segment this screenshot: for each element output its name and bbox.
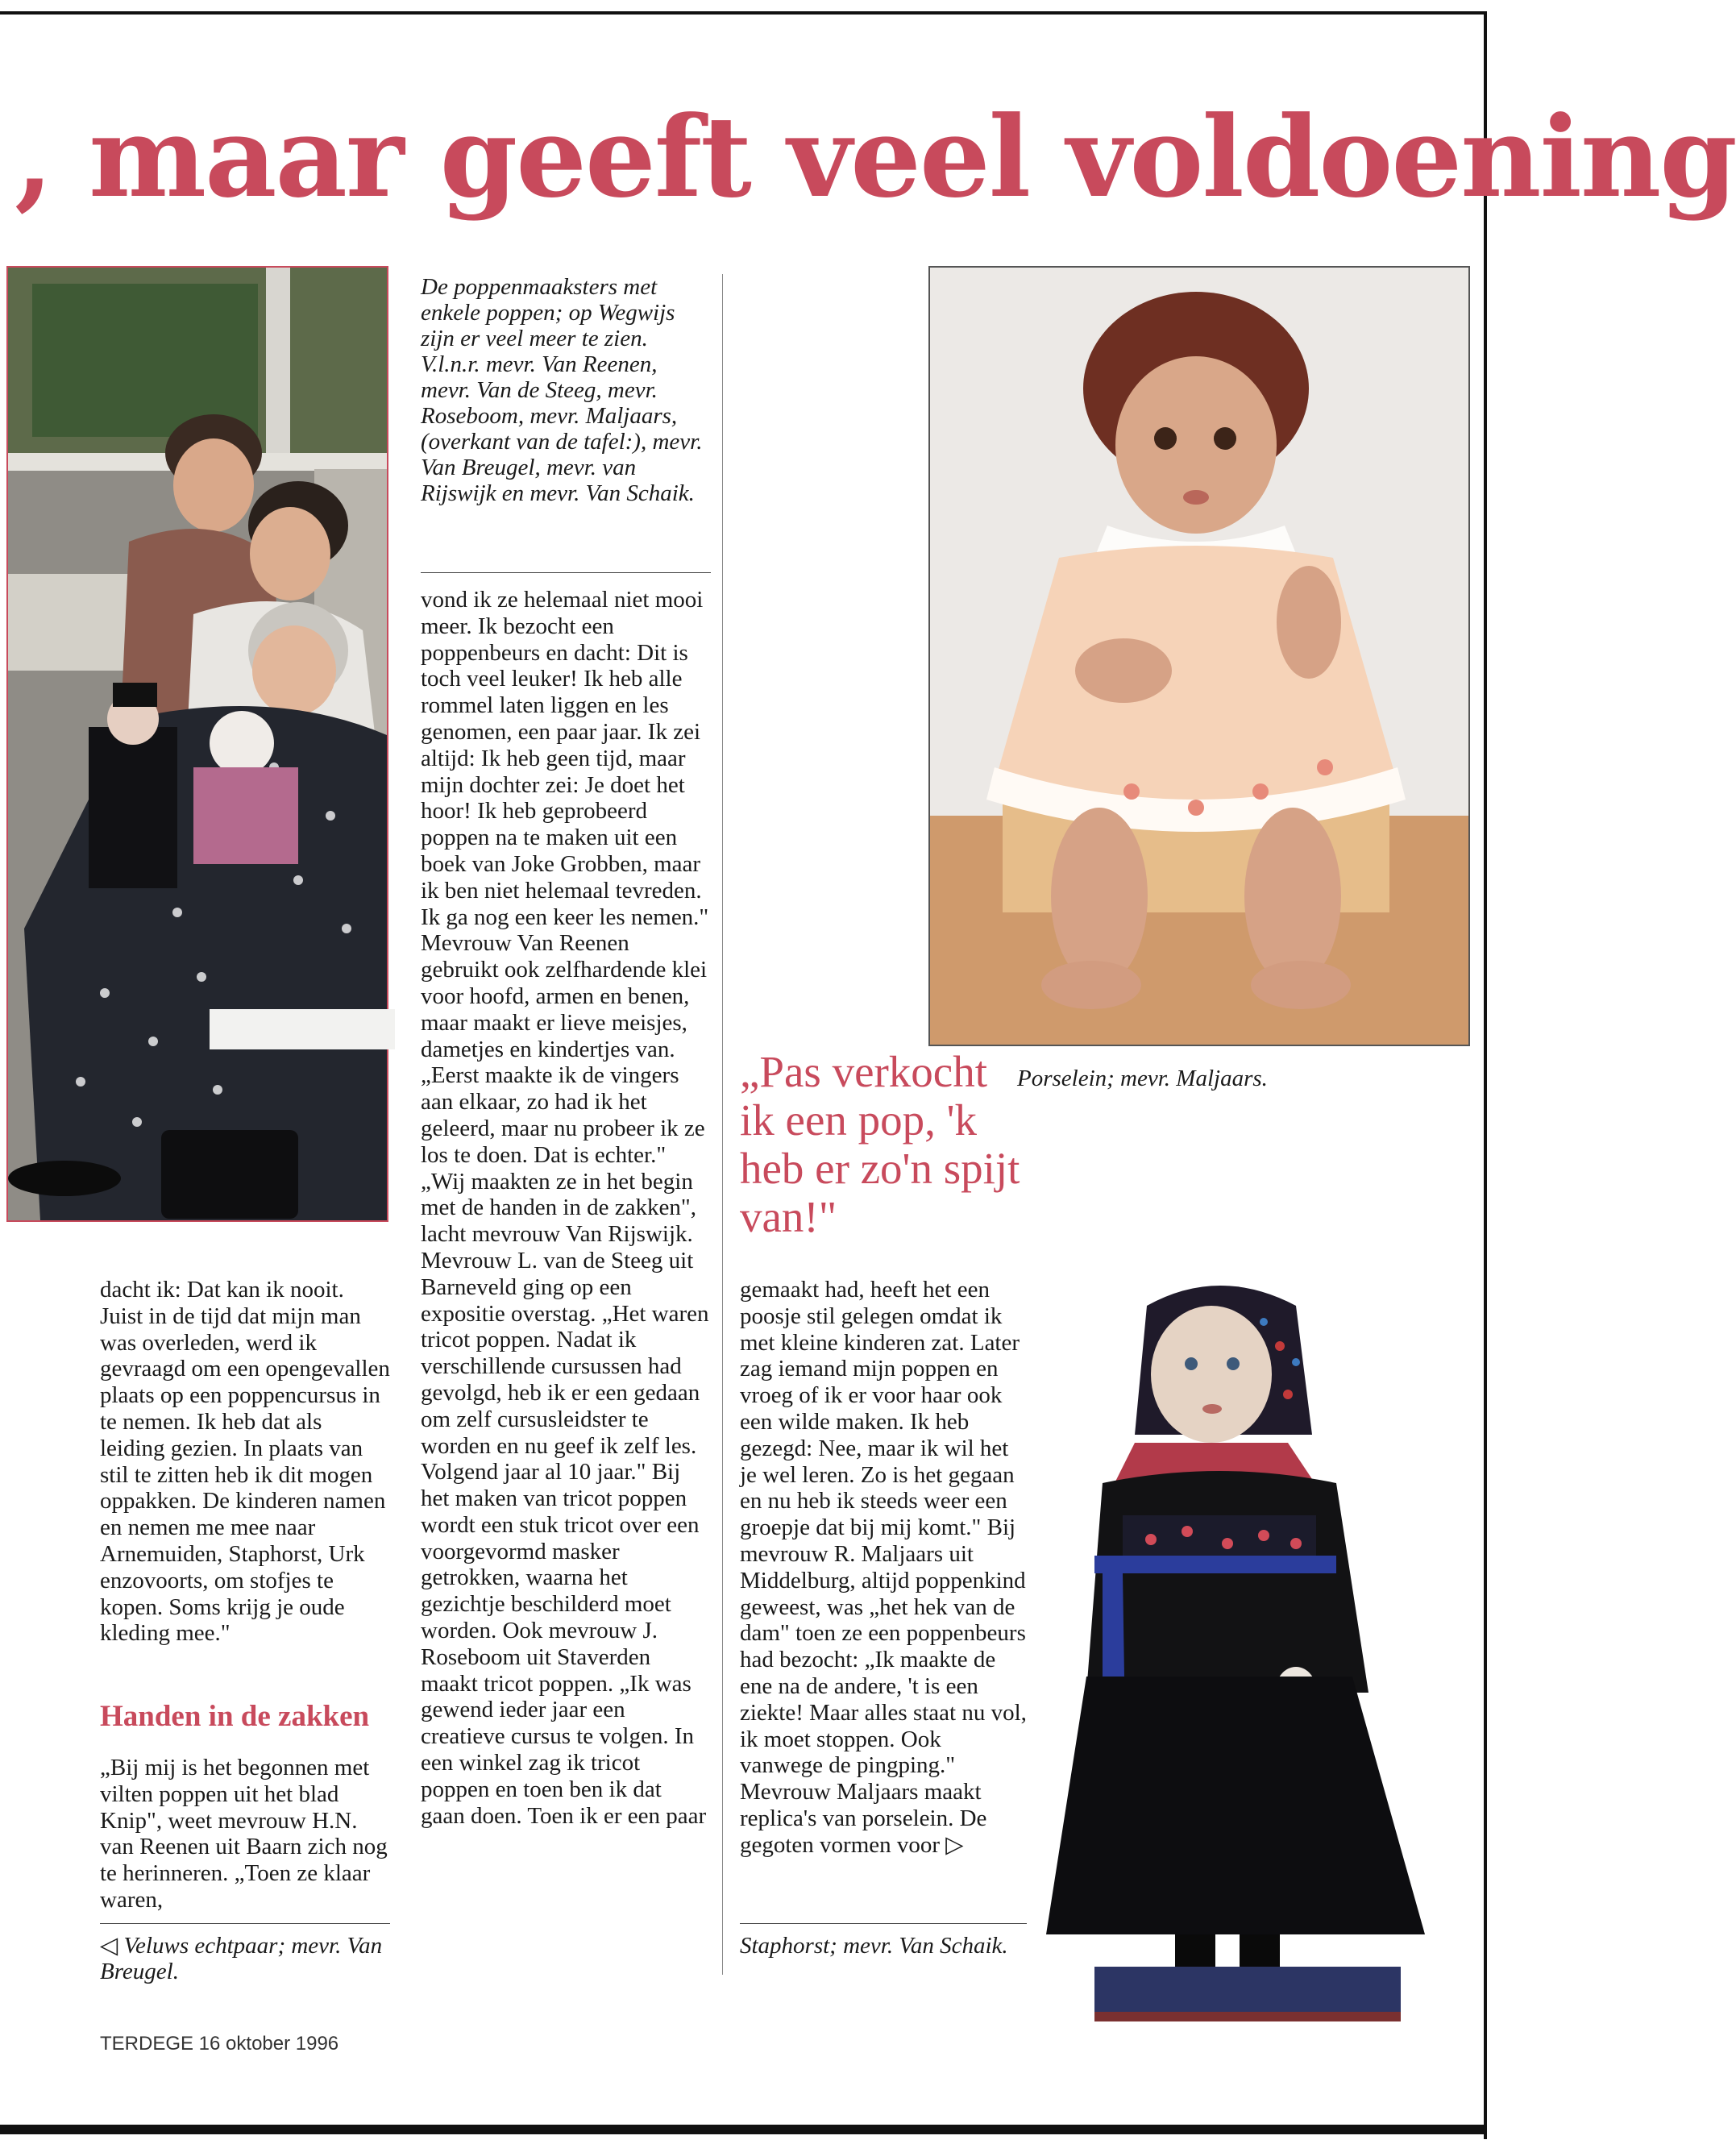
column-2-paragraph: vond ik ze helemaal niet mooi meer. Ik bezocht een poppenbeurs en dacht: Dit is toch veel leuker! Ik heb alle rommel laten liggen en les genomen, een paar jaar. Ik zei altijd: Ik heb geen tijd, maar mijn dochter zei: Je doet het hoor! Ik heb geprobeerd poppen na te maken uit een boek van Joke Grobben, maar ik ben niet helemaal tevreden. Ik ga nog een keer les nemen." Mevrouw Van Reenen gebruikt ook zelfhardende klei voor hoofd, armen en benen, maar maakt er lieve meisjes, dametjes en kindertjes van. „Eerst maakte ik de vingers aan elkaar, zo had ik het geleerd, maar nu probeer ik ze los te doen. Dat is echter." „Wij maakten ze in het begin met de handen in de zakken", lacht mevrouw Van Rijswijk. Mevrouw L. van de Steeg uit Barneveld ging op een expositie overstag. „Het waren tricot poppen. Nadat ik verschillende cursussen had gevolgd, heb ik er een gedaan om zelf cursusleidster te worden en nu geef ik zelf les. Volgend jaar al 10 jaar." Bij het maken van tricot poppen wordt een stuk tricot over een voorgevormd masker getrokken, waarna het gezichtje beschilderd moet worden. Ook mevrouw J. Roseboom uit Staverden maakt tricot poppen. „Ik was gewend ieder jaar een creatieve cursus te volgen. In een winkel zag ik tricot poppen en toen ben ik dat gaan doen. Toen ik er een paar bbox=[421, 587, 709, 1829]
photo-caption-group: De poppenmaaksters met enkele poppen; op Wegwijs zijn er veel meer te zien. V.l.n.r. mevr. Van Reenen, mevr. Van de Steeg, mevr. Roseboom, mevr. Maljaars, (overkant van de tafel:), mevr. Van Breugel, mevr. van Rijswijk en mevr. Van Schaik. bbox=[421, 274, 703, 506]
article-column-2 bbox=[421, 587, 711, 1829]
caption-rule-right bbox=[740, 1923, 1027, 1924]
article-column-1-continued bbox=[100, 1755, 390, 1913]
caption-rule bbox=[421, 572, 711, 573]
page-border-top bbox=[0, 11, 1487, 15]
page-border-right bbox=[1484, 11, 1487, 2139]
column-3-paragraph: gemaakt had, heeft het een poosje stil gelegen omdat ik met kleine kinderen zat. Later zag iemand mijn poppen en vroeg of ik er voor haar ook een wilde maken. Ik heb gezegd: Nee, maar ik wil het je wel leren. Zo is het gegaan en nu heb ik steeds weer een groepje dat bij mij komt." Bij mevrouw R. Maljaars uit Middelburg, altijd poppenkind geweest, was „het hek van de dam" toen ze een poppenbeurs had bezocht: „Ik maakte de ene na de andere, 't is een ziekte! Maar alles staat nu vol, ik moet stoppen. Ook vanwege de pingping." Mevrouw Maljaars maakt replica's van porselein. De gegoten vormen voor ▷ bbox=[740, 1277, 1027, 1858]
photo-staphorst-doll bbox=[1046, 1274, 1447, 2034]
photo-caption-staphorst: Staphorst; mevr. Van Schaik. bbox=[740, 1933, 1008, 1959]
photo-doll-makers bbox=[6, 266, 388, 1222]
column-1-paragraph-2: „Bij mij is het begonnen met vilten poppen uit het blad Knip", weet mevrouw H.N. van Reenen uit Baarn zich nog te herinneren. „Toen ze klaar waren, bbox=[100, 1755, 388, 1913]
page-footer-folio: TERDEGE 16 oktober 1996 bbox=[100, 2033, 339, 2055]
photo-caption-veluws: ◁ Veluws echtpaar; mevr. Van Breugel. bbox=[100, 1933, 383, 1984]
caption-rule-left bbox=[100, 1923, 390, 1924]
article-column-3 bbox=[740, 1277, 1027, 1859]
pull-quote: „Pas verkocht ik een pop, 'k heb er zo'n spijt van!" bbox=[740, 1047, 1020, 1241]
column-1-paragraph: dacht ik: Dat kan ik nooit. Juist in de tijd dat mijn man was overleden, werd ik gevraagd om een opengevallen plaats op een poppencursus in te nemen. Ik heb dat als leiding gezien. In plaats van stil te zitten heb ik dit mogen oppakken. De kinderen namen en nemen me mee naar Arnemuiden, Staphorst, Urk enzovoorts, om stofjes te kopen. Soms krijg je oude kleding mee." bbox=[100, 1277, 390, 1647]
section-subhead: Handen in de zakken bbox=[100, 1700, 370, 1733]
page-border-bottom bbox=[0, 2125, 1487, 2134]
article-column-1 bbox=[100, 1277, 390, 1647]
photo-porcelain-doll bbox=[928, 266, 1470, 1046]
column-divider bbox=[722, 274, 723, 1975]
article-headline: , maar geeft veel voldoening bbox=[15, 91, 1736, 222]
photo-caption-porcelain: Porselein; mevr. Maljaars. bbox=[1017, 1066, 1268, 1091]
